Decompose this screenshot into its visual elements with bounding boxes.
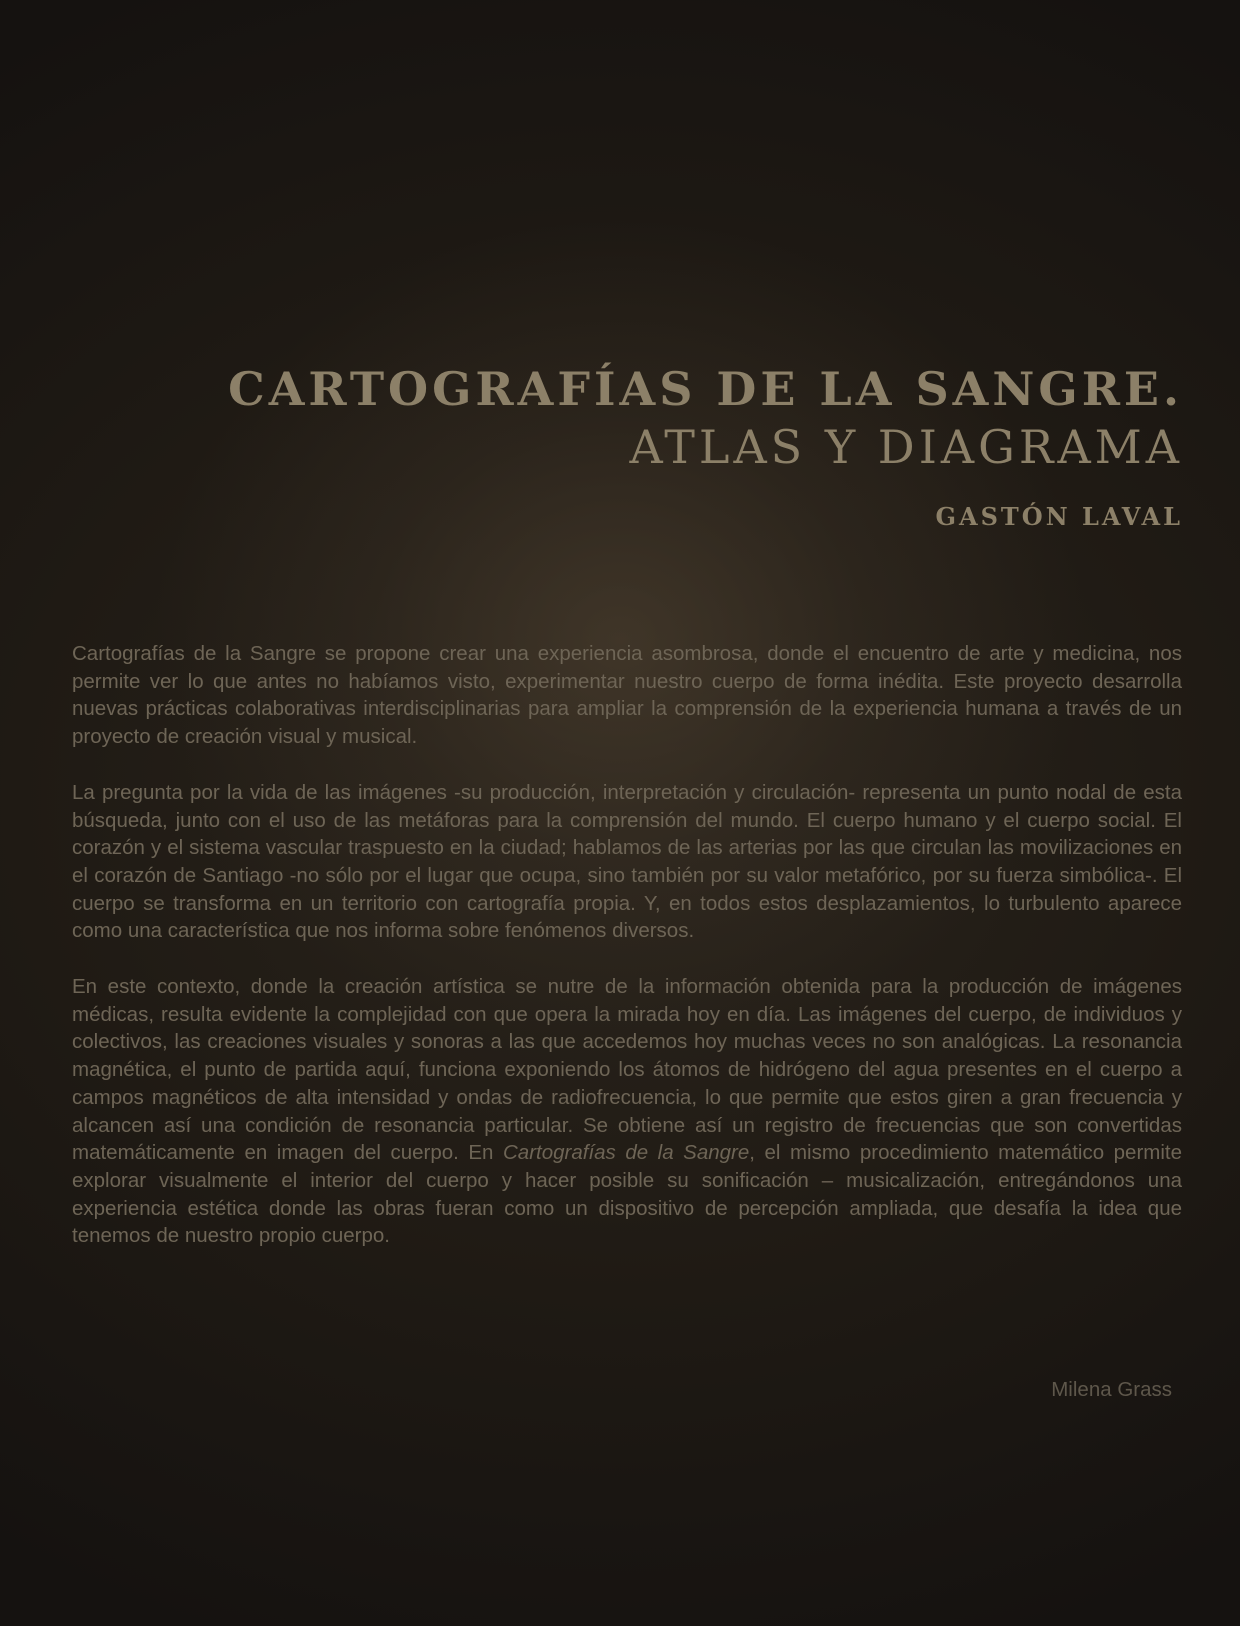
paragraph-3 [72, 973, 1182, 1250]
curatorial-text [72, 640, 1182, 1278]
paragraph-3-part-1: En este contexto, donde la creación artística se nutre de la información obtenida para la producción de imágenes médicas, resulta evidente la complejidad con que opera la mirada hoy en día. Las imágenes del cuerpo, de individuos y colectivos, las creaciones visuales y sonoras a las que accedemos hoy muchas veces no son analógicas. La resonancia magnética, el punto de partida aquí, funciona exponiendo los átomos de hidrógeno del agua presentes en el cuerpo a campos magnéticos de alta intensidad y ondas de radiofrecuencia, lo que permite que estos giren a gran frecuencia y alcancen así una condición de resonancia particular. Se obtiene así un registro de frecuencias que son convertidas matemáticamente en imagen del cuerpo. En [72, 975, 1182, 1165]
title-block [228, 360, 1183, 532]
paragraph-1: Cartografías de la Sangre se propone crear una experiencia asombrosa, donde el encuentro de arte y medicina, nos permite ver lo que antes no habíamos visto, experimentar nuestro cuerpo de forma inédita. Este proyecto desarrolla nuevas prácticas colaborativas interdisciplinarias para ampliar la comprensión de la experiencia humana a través de un proyecto de creación visual y musical. [72, 642, 1182, 749]
exhibition-title: CARTOGRAFÍAS DE LA SANGRE. [228, 362, 1183, 416]
paragraph-3-part-2: , el mismo procedimiento matemático permite explorar visualmente el interior del cuerpo y hacer posible su sonificación – musicalización, entregándonos una experiencia estética donde las obras fueran como un dispositivo de percepción ampliada, que desafía la idea que tenemos de nuestro propio cuerpo. [72, 1141, 1182, 1248]
text-author-signature: Milena Grass [1051, 1378, 1172, 1401]
paragraph-2: La pregunta por la vida de las imágenes -su producción, interpretación y circulación- representa un punto nodal de esta búsqueda, junto con el uso de las metáforas para la comprensión del mundo. El cuerpo humano y el cuerpo social. El corazón y el sistema vascular traspuesto en la ciudad; hablamos de las arterias por las que circulan las movilizaciones en el corazón de Santiago -no sólo por el lugar que ocupa, sino también por su valor metafórico, por su fuerza simbólica-. El cuerpo se transforma en un territorio con cartografía propia. Y, en todos estos desplazamientos, lo turbulento aparece como una característica que nos informa sobre fenómenos diversos. [72, 780, 1182, 943]
artist-name: GASTÓN LAVAL [935, 502, 1183, 531]
paragraph-3-italic-title: Cartografías de la Sangre [502, 1141, 750, 1165]
exhibition-subtitle: ATLAS Y DIAGRAMA [629, 420, 1183, 474]
